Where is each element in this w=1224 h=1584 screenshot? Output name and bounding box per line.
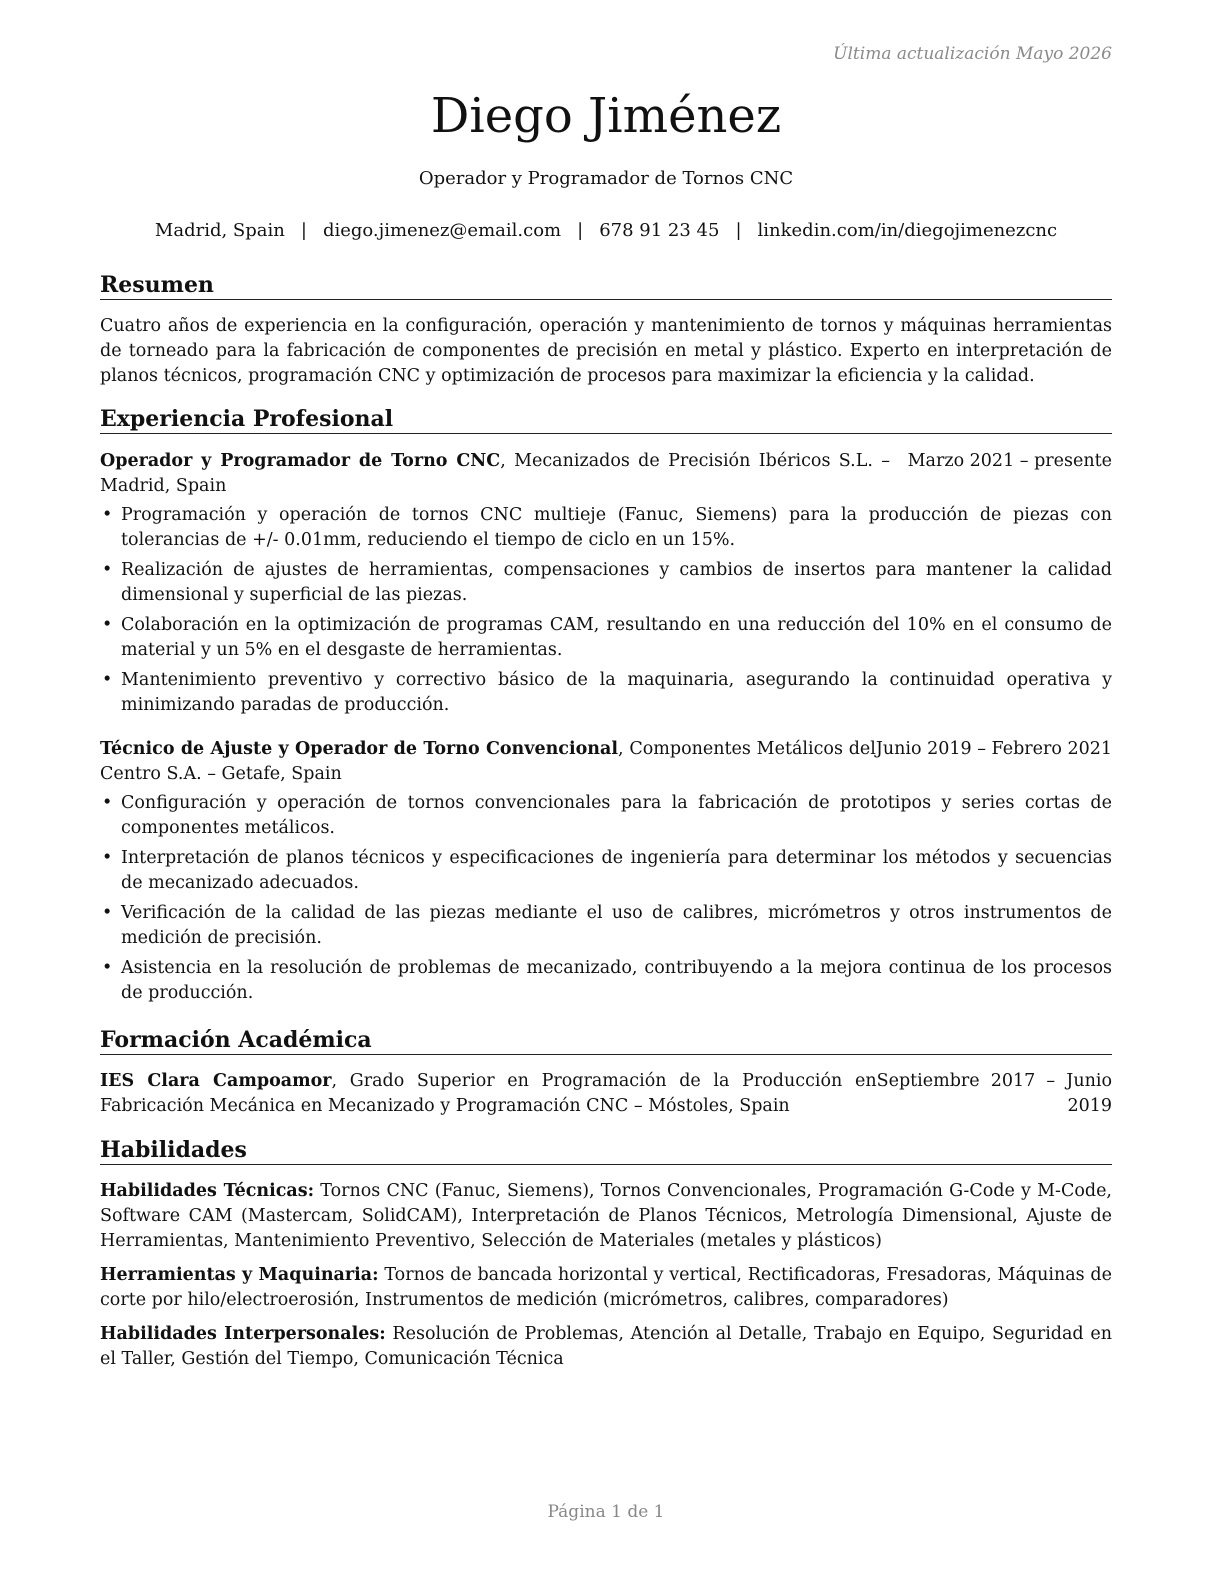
job-company: , Componentes Metálicos del Centro S.A. – Getafe, Spain [100, 739, 876, 784]
education-entry [100, 1069, 1112, 1119]
experience-section [100, 406, 1112, 1011]
skill-group-label: Herramientas y Maquinaria: [100, 1265, 379, 1285]
education-section [100, 1027, 1112, 1119]
section-heading-education: Formación Académica [100, 1027, 1112, 1055]
job-bullets [100, 503, 1112, 718]
job-bullets [100, 791, 1112, 1006]
section-heading-skills: Habilidades [100, 1137, 1112, 1165]
education-school: IES Clara Campoamor [100, 1071, 332, 1091]
job-company: , Mecanizados de Precisión Ibéricos S.L. – Madrid, Spain [100, 451, 890, 496]
skill-group-label: Habilidades Técnicas: [100, 1181, 315, 1201]
contact-separator: | [735, 220, 742, 241]
education-dates [877, 1069, 1112, 1119]
contact-location: Madrid, Spain [154, 220, 285, 241]
skills-section [100, 1137, 1112, 1381]
job-bullet: • Interpretación de planos técnicos y especificaciones de ingeniería para determinar los métodos y secuencias de mecanizado adecuados. [100, 846, 1112, 896]
job-bullet: • Realización de ajustes de herramientas, compensaciones y cambios de insertos para mantener la calidad dimensional y superficial de las piezas. [100, 558, 1112, 608]
job-entry [100, 737, 1112, 1006]
job-bullet: • Configuración y operación de tornos convencionales para la fabricación de prototipos y series cortas de componentes metálicos. [100, 791, 1112, 841]
job-bullet: • Colaboración en la optimización de programas CAM, resultando en una reducción del 10% en el consumo de material y un 5% en el desgaste de herramientas. [100, 613, 1112, 663]
summary-text: Cuatro años de experiencia en la configuración, operación y mantenimiento de tornos y máquinas herramientas de torneado para la fabricación de componentes de precisión en metal y plástico. Experto en interpretación de planos técnicos, programación CNC y optimización de procesos para maximizar la eficiencia y la calidad. [100, 316, 1112, 386]
job-header [100, 449, 1112, 499]
education-dates-start: Septiembre 2017 – Junio [876, 1071, 1112, 1091]
job-bullet: • Mantenimiento preventivo y correctivo básico de la maquinaria, asegurando la continuidad operativa y minimizando paradas de producción. [100, 668, 1112, 718]
section-heading-experience: Experiencia Profesional [100, 406, 1112, 434]
job-role: Técnico de Ajuste y Operador de Torno Convencional [100, 739, 618, 759]
contact-linkedin[interactable]: linkedin.com/in/diegojimenezcnc [757, 220, 1058, 241]
job-role: Operador y Programador de Torno CNC [100, 451, 501, 471]
candidate-title: Operador y Programador de Tornos CNC [418, 168, 794, 189]
job-entry [100, 449, 1112, 718]
job-header [100, 737, 1112, 787]
job-bullet: • Asistencia en la resolución de problemas de mecanizado, contribuyendo a la mejora continua de los procesos de producción. [100, 956, 1112, 1006]
contact-email[interactable]: diego.jimenez@email.com [322, 220, 562, 241]
contact-phone: 678 91 23 45 [599, 220, 720, 241]
job-bullet: • Verificación de la calidad de las piezas mediante el uso de calibres, micrómetros y otros instrumentos de medición de precisión. [100, 901, 1112, 951]
page-number: Página 1 de 1 [547, 1502, 665, 1522]
resume-page [100, 0, 1112, 1584]
skill-group-text: Tornos de bancada horizontal y vertical, Rectificadoras, Fresadoras, Máquinas de corte por hilo/electroerosión, Instrumentos de medición (micrómetros, calibres, comparadores) [100, 1265, 1112, 1310]
contact-separator: | [300, 220, 307, 241]
section-heading-summary: Resumen [100, 272, 1112, 300]
skill-group-text: Tornos CNC (Fanuc, Siemens), Tornos Convencionales, Programación G-Code y M-Code, Software CAM (Mastercam, SolidCAM), Interpretación de Planos Técnicos, Metrología Dimensional, Ajuste de Herramientas, Mantenimiento Preventivo, Selección de Materiales (metales y plásticos) [100, 1181, 1112, 1251]
education-degree: , Grado Superior en Programación de la Producción en Fabricación Mecánica en Mecanizado y Programación CNC – Móstoles, Spain [100, 1071, 877, 1116]
contact-separator: | [577, 220, 584, 241]
skill-group [100, 1263, 1112, 1313]
skill-group [100, 1322, 1112, 1372]
job-dates: Marzo 2021 – presente [907, 451, 1112, 471]
skill-group-text: Resolución de Problemas, Atención al Detalle, Trabajo en Equipo, Seguridad en el Taller, Gestión del Tiempo, Comunicación Técnica [100, 1324, 1112, 1369]
contact-line [100, 219, 1112, 243]
summary-section [100, 272, 1112, 389]
job-dates: Junio 2019 – Febrero 2021 [875, 739, 1112, 759]
candidate-name: Diego Jiménez [430, 88, 782, 144]
skill-group [100, 1179, 1112, 1254]
education-dates-end: 2019 [1067, 1096, 1112, 1116]
last-updated: Última actualización Mayo 2026 [833, 44, 1112, 64]
skill-group-label: Habilidades Interpersonales: [100, 1324, 386, 1344]
job-bullet: • Programación y operación de tornos CNC multieje (Fanuc, Siemens) para la producción de piezas con tolerancias de +/- 0.01mm, reduciendo el tiempo de ciclo en un 15%. [100, 503, 1112, 553]
